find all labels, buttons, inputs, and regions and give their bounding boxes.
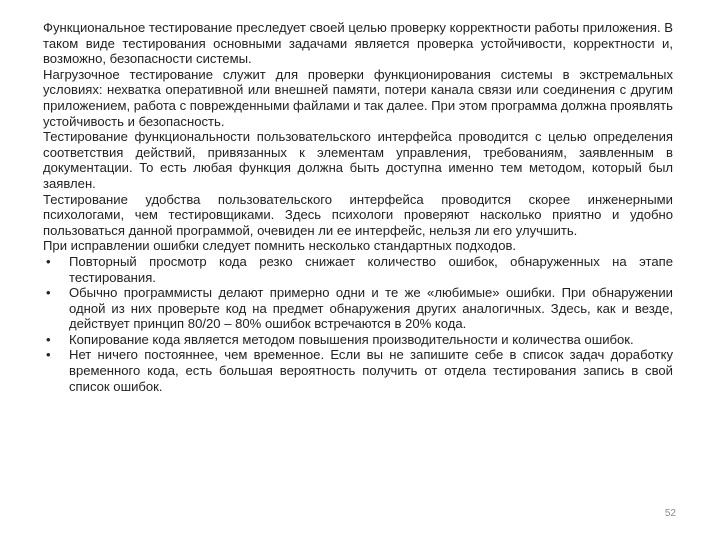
list-item [43,347,673,394]
list-item [43,254,673,285]
list-item-text: Копирование кода является методом повышения производительности и количества ошибок. [69,331,634,347]
bullet-icon: • [46,331,51,347]
paragraph-load-testing: Нагрузочное тестирование служит для проверки функционирования системы в экстремальных условиях: нехватка оперативной или внешней памяти, потери канала связи или соединения с другим приложением, работа с поврежденными файлами и так далее. При этом программа должна проявлять устойчивость и безопасность. [43,66,673,129]
list-item [43,332,673,348]
paragraph-ui-functionality-testing: Тестирование функциональности пользовательского интерфейса проводится с целью определения соответствия действий, привязанных к элементам управления, требованиям, заявленным в документации. То есть любая функция должна быть доступна именно тем методом, который был заявлен. [43,129,673,191]
list-item-text: Нет ничего постояннее, чем временное. Если вы не запишите себе в список задач доработку временного кода, есть большая вероятность получить от отдела тестирования запись в свой список ошибок. [69,347,673,394]
page-number: 52 [664,508,676,519]
list-item [43,285,673,332]
paragraph-bug-fixing-intro: При исправлении ошибки следует помнить несколько стандартных подходов. [43,238,517,254]
paragraph-functional-testing: Функциональное тестирование преследует своей целью проверку корректности работы приложения. В таком виде тестирования основными задачами является проверка устойчивости, корректности и, возможно, безопасности системы. [43,20,673,67]
bullet-icon: • [46,347,51,363]
bullet-icon: • [46,253,51,269]
bullet-icon: • [46,285,51,301]
list-item-text: Обычно программисты делают примерно одни и те же «любимые» ошибки. При обнаружении одной из них проверьте код на предмет обнаружения других аналогичных. Здесь, как и везде, действует принцип 80/20 – 80% ошибок встречаются в 20% кода. [69,285,673,332]
slide-content [43,20,673,394]
list-item-text: Повторный просмотр кода резко снижает количество ошибок, обнаруженных на этапе тестирования. [69,253,673,285]
bug-fixing-approaches-list [43,254,673,394]
paragraph-usability-testing: Тестирование удобства пользовательского интерфейса проводится скорее инженерными психологами, чем тестировщиками. Здесь психологи проверяют насколько приятно и удобно пользоваться данной программой, очевиден ли ее интерфейс, нельзя ли его улучшить. [43,191,673,238]
